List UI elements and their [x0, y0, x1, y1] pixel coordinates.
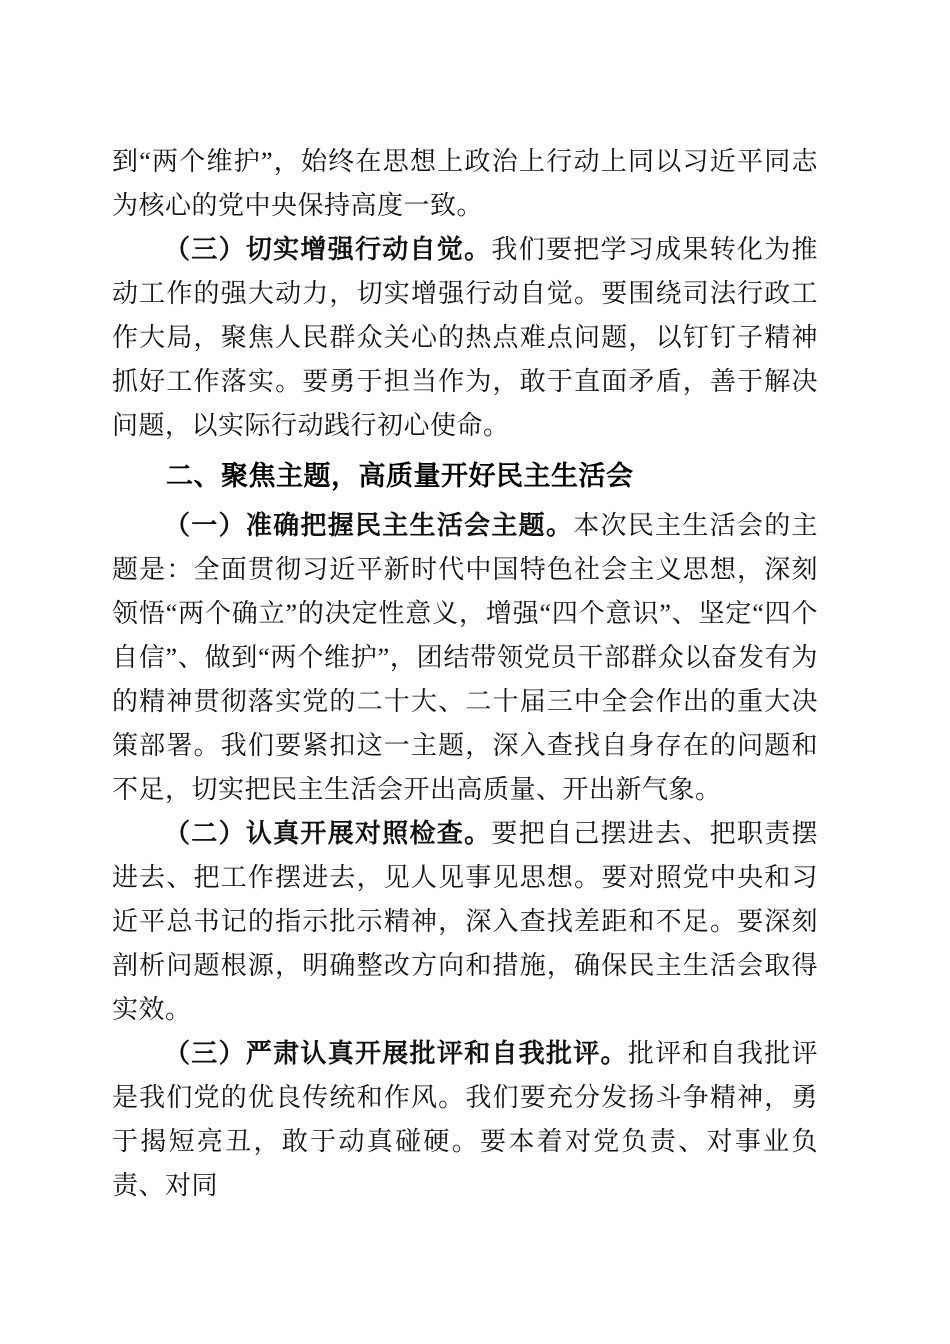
- paragraph: [112, 1032, 818, 1208]
- paragraph-text: 批评和自我批评是我们党的优良传统和作风。我们要充分发扬斗争精神，勇于揭短亮丑，敢于动真碰硬。要本着对党负责、对事业负责、对同: [112, 1039, 818, 1200]
- paragraph-text: 要把自己摆进去、把职责摆进去、把工作摆进去，见人见事见思想。要对照党中央和习近平总书记的指示批示精神，深入查找差距和不足。要深刻剖析问题根源，明确整改方向和措施，确保民主生活会取得实效。: [112, 819, 818, 1024]
- section-heading: 二、聚焦主题，高质量开好民主生活会: [166, 461, 634, 491]
- paragraph-lead: （三）严肃认真开展批评和自我批评。: [164, 1039, 628, 1068]
- paragraph-text: 到“两个维护”，始终在思想上政治上行动上同以习近平同志为核心的党中央保持高度一致。: [112, 147, 818, 220]
- paragraph: [112, 504, 818, 812]
- paragraph: [112, 140, 818, 228]
- paragraph-lead: （三）切实增强行动自觉。: [164, 235, 492, 264]
- paragraph-lead: （一）准确把握民主生活会主题。: [164, 511, 574, 540]
- paragraph-lead: （二）认真开展对照检查。: [164, 819, 492, 848]
- paragraph: [112, 812, 818, 1032]
- paragraph: [112, 228, 818, 448]
- paragraph-text: 本次民主生活会的主题是：全面贯彻习近平新时代中国特色社会主义思想，深刻领悟“两个确立”的决定性意义，增强“四个意识”、坚定“四个自信”、做到“两个维护”，团结带领党员干部群众以奋发有为的精神贯彻落实党的二十大、二十届三中全会作出的重大决策部署。我们要紧扣这一主题，深入查找自身存在的问题和不足，切实把民主生活会开出高质量、开出新气象。: [112, 511, 818, 804]
- paragraph-text: 我们要把学习成果转化为推动工作的强大动力，切实增强行动自觉。要围绕司法行政工作大局，聚焦人民群众关心的热点难点问题，以钉钉子精神抓好工作落实。要勇于担当作为，敢于直面矛盾，善于解决问题，以实际行动践行初心使命。: [112, 235, 818, 440]
